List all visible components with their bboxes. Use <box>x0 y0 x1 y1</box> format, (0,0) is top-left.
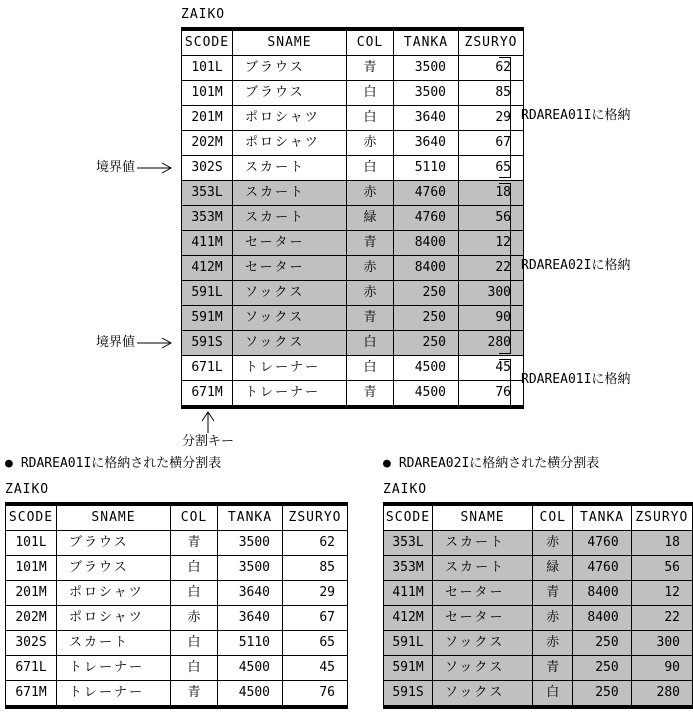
right-arrow-icon <box>135 162 173 174</box>
table-cell: 白 <box>347 81 394 106</box>
table-row <box>384 606 693 631</box>
table-cell: 緑 <box>533 556 573 581</box>
table-cell: 302S <box>6 631 57 656</box>
table-cell: 5110 <box>218 631 283 656</box>
table-cell: トレーナー <box>233 381 347 408</box>
column-header: SNAME <box>57 504 171 531</box>
zaiko-main-table <box>181 27 524 409</box>
partition-key-label: 分割キー <box>182 434 235 449</box>
table-cell: 101L <box>6 531 57 556</box>
table-cell: 412M <box>182 256 233 281</box>
brace-label-rdarea01-top: RDAREA01Iに格納 <box>521 108 631 123</box>
table-cell: 4760 <box>394 206 459 231</box>
table-cell: セーター <box>433 606 533 631</box>
table-cell: 67 <box>283 606 348 631</box>
table-row <box>6 531 348 556</box>
table-cell: 3640 <box>218 606 283 631</box>
table-cell: 353M <box>182 206 233 231</box>
main-table-name: ZAIKO <box>181 7 226 22</box>
boundary-annotation-1 <box>96 160 173 176</box>
table-row <box>6 581 348 606</box>
boundary-label: 境界値 <box>96 160 136 175</box>
table-cell: 300 <box>631 631 692 656</box>
table-cell: トレーナー <box>57 656 171 681</box>
brace-rdarea01-top <box>499 57 511 178</box>
table-cell: 白 <box>171 556 218 581</box>
table-cell: 67 <box>459 131 524 156</box>
table-row <box>182 381 524 408</box>
table-cell: 76 <box>283 681 348 708</box>
table-cell: ソックス <box>433 681 533 708</box>
table-cell: ブラウス <box>233 56 347 81</box>
table-cell: 4760 <box>394 181 459 206</box>
table-cell: ポロシャツ <box>57 581 171 606</box>
brace-label-rdarea02: RDAREA02Iに格納 <box>521 258 631 273</box>
section-title-text: RDAREA01Iに格納された横分割表 <box>20 456 222 471</box>
table-cell: 3640 <box>394 106 459 131</box>
right-arrow-icon <box>135 337 173 349</box>
column-header: SNAME <box>433 504 533 531</box>
table-cell: 4500 <box>218 656 283 681</box>
table-cell: 62 <box>283 531 348 556</box>
table-cell: 8400 <box>573 606 631 631</box>
table-cell: 4760 <box>573 531 631 556</box>
table-cell: トレーナー <box>57 681 171 708</box>
table-cell: ソックス <box>233 281 347 306</box>
table-cell: 65 <box>459 156 524 181</box>
table-row <box>182 306 524 331</box>
table-cell: 29 <box>459 106 524 131</box>
table-cell: 250 <box>573 631 631 656</box>
table-cell: 青 <box>347 306 394 331</box>
table-cell: 101M <box>182 81 233 106</box>
section-title-rdarea02 <box>383 456 693 472</box>
section-rdarea01 <box>5 456 348 709</box>
table-cell: ブラウス <box>57 556 171 581</box>
table-cell: 29 <box>283 581 348 606</box>
table-cell: トレーナー <box>233 356 347 381</box>
table-cell: 5110 <box>394 156 459 181</box>
table-cell: 赤 <box>347 256 394 281</box>
left-table-name: ZAIKO <box>5 482 50 497</box>
table-cell: ブラウス <box>233 81 347 106</box>
table-cell: 591L <box>182 281 233 306</box>
column-header: TANKA <box>573 504 631 531</box>
table-cell: 18 <box>631 531 692 556</box>
table-cell: 591L <box>384 631 433 656</box>
table-cell: 12 <box>631 581 692 606</box>
table-row <box>182 181 524 206</box>
table-cell: 353M <box>384 556 433 581</box>
table-cell: 56 <box>459 206 524 231</box>
column-header: ZSURYO <box>631 504 692 531</box>
table-cell: 45 <box>283 656 348 681</box>
table-cell: 白 <box>171 656 218 681</box>
table-cell: 4760 <box>573 556 631 581</box>
table-cell: 411M <box>182 231 233 256</box>
table-cell: 3500 <box>218 556 283 581</box>
table-cell: 412M <box>384 606 433 631</box>
table-cell: 202M <box>182 131 233 156</box>
zaiko-rdarea01-table <box>5 502 348 709</box>
table-row <box>6 681 348 708</box>
table-row <box>182 256 524 281</box>
table-row <box>182 231 524 256</box>
table-cell: 300 <box>459 281 524 306</box>
table-cell: 101L <box>182 56 233 81</box>
table-cell: 青 <box>533 581 573 606</box>
right-table-name: ZAIKO <box>383 482 428 497</box>
table-cell: ポロシャツ <box>233 106 347 131</box>
table-cell: 白 <box>347 331 394 356</box>
table-cell: 591S <box>182 331 233 356</box>
table-cell: 3640 <box>218 581 283 606</box>
table-row <box>182 156 524 181</box>
table-cell: 4500 <box>218 681 283 708</box>
column-header: TANKA <box>218 504 283 531</box>
table-row <box>384 631 693 656</box>
table-cell: 45 <box>459 356 524 381</box>
section-title-rdarea01 <box>5 456 348 472</box>
table-cell: 280 <box>459 331 524 356</box>
column-header: COL <box>533 504 573 531</box>
table-cell: 302S <box>182 156 233 181</box>
table-row <box>384 531 693 556</box>
boundary-annotation-2 <box>96 335 173 351</box>
table-cell: 671L <box>6 656 57 681</box>
table-cell: ソックス <box>233 331 347 356</box>
table-cell: 85 <box>459 81 524 106</box>
table-cell: 3500 <box>394 56 459 81</box>
table-cell: 280 <box>631 681 692 708</box>
column-header: ZSURYO <box>459 29 524 56</box>
table-cell: ブラウス <box>57 531 171 556</box>
table-cell: 201M <box>182 106 233 131</box>
column-header: COL <box>171 504 218 531</box>
table-cell: 3500 <box>394 81 459 106</box>
table-cell: スカート <box>57 631 171 656</box>
table-cell: セーター <box>433 581 533 606</box>
table-cell: 青 <box>347 56 394 81</box>
table-row <box>182 106 524 131</box>
column-header: SCODE <box>6 504 57 531</box>
brace-rdarea02 <box>499 183 511 354</box>
table-cell: 62 <box>459 56 524 81</box>
table-cell: 青 <box>171 681 218 708</box>
table-cell: 65 <box>283 631 348 656</box>
table-cell: 22 <box>459 256 524 281</box>
table-cell: 赤 <box>171 606 218 631</box>
table-cell: セーター <box>233 231 347 256</box>
column-header: SCODE <box>384 504 433 531</box>
header-row <box>384 504 693 531</box>
table-cell: スカート <box>233 206 347 231</box>
table-row <box>384 581 693 606</box>
table-cell: 赤 <box>347 181 394 206</box>
table-row <box>182 131 524 156</box>
column-header: ZSURYO <box>283 504 348 531</box>
table-cell: 白 <box>347 106 394 131</box>
table-row <box>182 206 524 231</box>
table-cell: 8400 <box>573 581 631 606</box>
table-cell: 白 <box>533 681 573 708</box>
bullet-icon: ● <box>383 456 391 471</box>
section-title-text: RDAREA02Iに格納された横分割表 <box>398 456 600 471</box>
header-row <box>6 504 348 531</box>
table-cell: 201M <box>6 581 57 606</box>
table-cell: スカート <box>233 156 347 181</box>
bullet-icon: ● <box>5 456 13 471</box>
table-cell: 202M <box>6 606 57 631</box>
table-cell: ポロシャツ <box>233 131 347 156</box>
table-cell: 赤 <box>533 606 573 631</box>
table-cell: 671L <box>182 356 233 381</box>
table-cell: 411M <box>384 581 433 606</box>
table-cell: 青 <box>533 656 573 681</box>
brace-rdarea01-bottom <box>499 359 511 408</box>
table-cell: 赤 <box>533 531 573 556</box>
table-cell: 白 <box>171 581 218 606</box>
table-row <box>384 556 693 581</box>
table-cell: 白 <box>171 631 218 656</box>
header-row <box>182 29 524 56</box>
table-cell: 591M <box>182 306 233 331</box>
table-cell: 白 <box>347 156 394 181</box>
table-cell: 赤 <box>533 631 573 656</box>
column-header: SNAME <box>233 29 347 56</box>
column-header: SCODE <box>182 29 233 56</box>
table-row <box>6 606 348 631</box>
table-cell: 591M <box>384 656 433 681</box>
table-cell: ポロシャツ <box>57 606 171 631</box>
table-row <box>384 681 693 708</box>
zaiko-rdarea02-table <box>383 502 693 709</box>
main-table-block <box>181 7 524 409</box>
table-cell: 76 <box>459 381 524 408</box>
table-cell: 赤 <box>347 281 394 306</box>
table-cell: ソックス <box>433 656 533 681</box>
table-cell: スカート <box>233 181 347 206</box>
table-cell: 緑 <box>347 206 394 231</box>
table-cell: スカート <box>433 556 533 581</box>
table-cell: 3640 <box>394 131 459 156</box>
table-cell: 青 <box>171 531 218 556</box>
table-cell: ソックス <box>233 306 347 331</box>
table-cell: 250 <box>573 656 631 681</box>
table-cell: スカート <box>433 531 533 556</box>
boundary-label: 境界値 <box>96 335 136 350</box>
brace-label-rdarea01-bottom: RDAREA01Iに格納 <box>521 372 631 387</box>
table-cell: 青 <box>347 231 394 256</box>
table-cell: セーター <box>233 256 347 281</box>
table-cell: 8400 <box>394 231 459 256</box>
table-row <box>182 356 524 381</box>
table-row <box>384 656 693 681</box>
table-row <box>182 81 524 106</box>
table-cell: 591S <box>384 681 433 708</box>
table-cell: 353L <box>182 181 233 206</box>
table-cell: 90 <box>631 656 692 681</box>
table-row <box>6 556 348 581</box>
table-cell: 赤 <box>347 131 394 156</box>
table-cell: 4500 <box>394 381 459 408</box>
table-cell: 101M <box>6 556 57 581</box>
table-cell: 青 <box>347 381 394 408</box>
table-cell: 8400 <box>394 256 459 281</box>
table-row <box>6 631 348 656</box>
table-cell: 90 <box>459 306 524 331</box>
table-cell: 250 <box>394 331 459 356</box>
table-row <box>182 331 524 356</box>
table-cell: 353L <box>384 531 433 556</box>
table-cell: 250 <box>394 306 459 331</box>
column-header: TANKA <box>394 29 459 56</box>
table-cell: 12 <box>459 231 524 256</box>
column-header: COL <box>347 29 394 56</box>
table-cell: 18 <box>459 181 524 206</box>
table-cell: 671M <box>6 681 57 708</box>
section-rdarea02 <box>383 456 693 709</box>
table-row <box>182 56 524 81</box>
table-cell: 白 <box>347 356 394 381</box>
table-cell: 85 <box>283 556 348 581</box>
table-row <box>6 656 348 681</box>
table-cell: 3500 <box>218 531 283 556</box>
table-cell: 56 <box>631 556 692 581</box>
table-cell: ソックス <box>433 631 533 656</box>
table-cell: 22 <box>631 606 692 631</box>
table-cell: 4500 <box>394 356 459 381</box>
table-cell: 250 <box>394 281 459 306</box>
table-cell: 671M <box>182 381 233 408</box>
table-cell: 250 <box>573 681 631 708</box>
table-row <box>182 281 524 306</box>
